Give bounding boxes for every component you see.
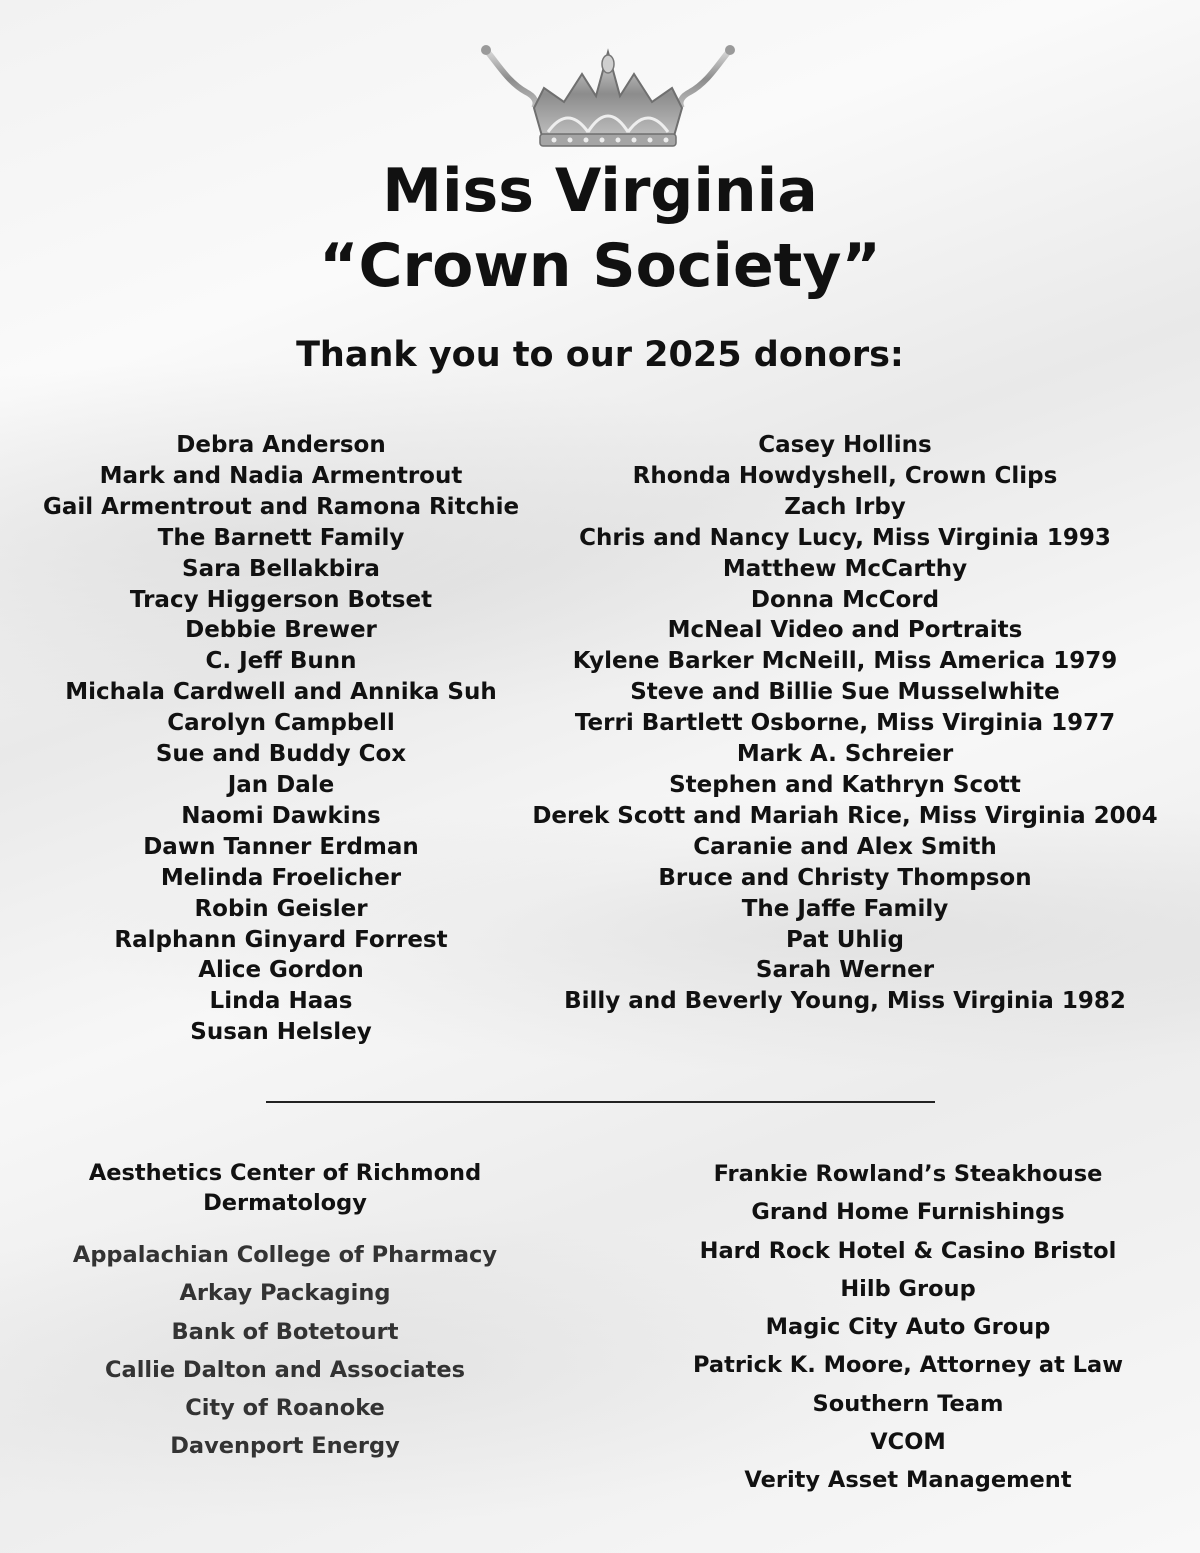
donor-name: Bruce and Christy Thompson (658, 864, 1032, 891)
business-name-heading: Aesthetics Center of Richmond Dermatology (88, 1160, 482, 1216)
donor-name: C. Jeff Bunn (205, 648, 357, 675)
donor-name: Pat Uhlig (785, 926, 905, 953)
donor-name: Matthew McCarthy (722, 555, 968, 582)
business-name: Frankie Rowland’s Steakhouse (713, 1161, 1103, 1187)
business-name: Arkay Packaging (179, 1280, 391, 1307)
business-name: City of Roanoke (185, 1395, 385, 1422)
donor-name: Carolyn Campbell (167, 710, 395, 737)
page-title-line2: “Crown Society” (319, 231, 881, 301)
donor-name: Sara Bellakbira (182, 555, 380, 582)
donor-name: Melinda Froelicher (160, 864, 402, 891)
business-name: Verity Asset Management (744, 1467, 1072, 1494)
donor-name: Derek Scott and Mariah Rice, Miss Virginia 2004 (532, 802, 1158, 829)
business-name: Southern Team (812, 1390, 1004, 1417)
donor-name: Naomi Dawkins (181, 802, 381, 829)
donor-list-left (20, 430, 542, 1048)
business-name: Grand Home Furnishings (751, 1199, 1065, 1226)
donor-name: Debra Anderson (176, 432, 386, 458)
donor-name: The Barnett Family (157, 524, 405, 551)
donor-name: Linda Haas (209, 988, 353, 1015)
donor-name: Dawn Tanner Erdman (143, 833, 419, 860)
donor-list-right (520, 430, 1170, 1017)
page-title-line1: Miss Virginia (382, 156, 818, 226)
donor-name: Caranie and Alex Smith (693, 833, 997, 860)
donor-name: Zach Irby (784, 493, 906, 520)
donor-name: Michala Cardwell and Annika Suh (65, 679, 497, 706)
business-name: Hilb Group (840, 1275, 976, 1302)
donor-name: Alice Gordon (198, 957, 364, 984)
donor-name: Steve and Billie Sue Musselwhite (630, 679, 1060, 706)
donor-name: Billy and Beverly Young, Miss Virginia 1982 (564, 988, 1126, 1015)
business-name: Callie Dalton and Associates (105, 1356, 465, 1383)
business-list-right (660, 1155, 1156, 1500)
donor-name: Jan Dale (227, 771, 335, 798)
donor-name: Robin Geisler (194, 895, 368, 922)
donor-name: McNeal Video and Portraits (667, 617, 1023, 644)
donor-name: Sue and Buddy Cox (155, 741, 407, 768)
business-name: Appalachian College of Pharmacy (72, 1242, 498, 1268)
donor-name: Susan Helsley (190, 1019, 372, 1046)
business-name: Patrick K. Moore, Attorney at Law (693, 1352, 1123, 1379)
donor-name: Debbie Brewer (185, 617, 377, 644)
business-list-left (30, 1236, 540, 1466)
donor-name: Tracy Higgerson Botset (129, 586, 433, 613)
donor-name: Terri Bartlett Osborne, Miss Virginia 1977 (574, 710, 1116, 737)
donor-name: Sarah Werner (755, 957, 935, 984)
business-name: VCOM (870, 1429, 946, 1456)
donor-name: Ralphann Ginyard Forrest (114, 926, 448, 953)
donor-name: Gail Armentrout and Ramona Ritchie (42, 493, 520, 520)
donor-name: Kylene Barker McNeill, Miss America 1979 (572, 648, 1118, 675)
donor-name: Mark and Nadia Armentrout (99, 462, 463, 489)
donor-name: Casey Hollins (758, 432, 932, 458)
donor-name: Donna McCord (750, 586, 940, 613)
donor-name: Rhonda Howdyshell, Crown Clips (632, 462, 1058, 489)
business-name: Hard Rock Hotel & Casino Bristol (699, 1237, 1117, 1264)
crown-icon (478, 44, 738, 152)
business-name: Bank of Botetourt (171, 1318, 399, 1345)
donor-name: Stephen and Kathryn Scott (669, 771, 1021, 798)
donor-name: Chris and Nancy Lucy, Miss Virginia 1993 (579, 524, 1111, 551)
business-name: Magic City Auto Group (765, 1314, 1051, 1341)
business-name: Davenport Energy (170, 1433, 400, 1460)
page-subtitle: Thank you to our 2025 donors: (296, 335, 904, 375)
donor-name: Mark A. Schreier (736, 741, 954, 768)
donor-name: The Jaffe Family (741, 895, 949, 922)
section-divider (266, 1101, 935, 1103)
